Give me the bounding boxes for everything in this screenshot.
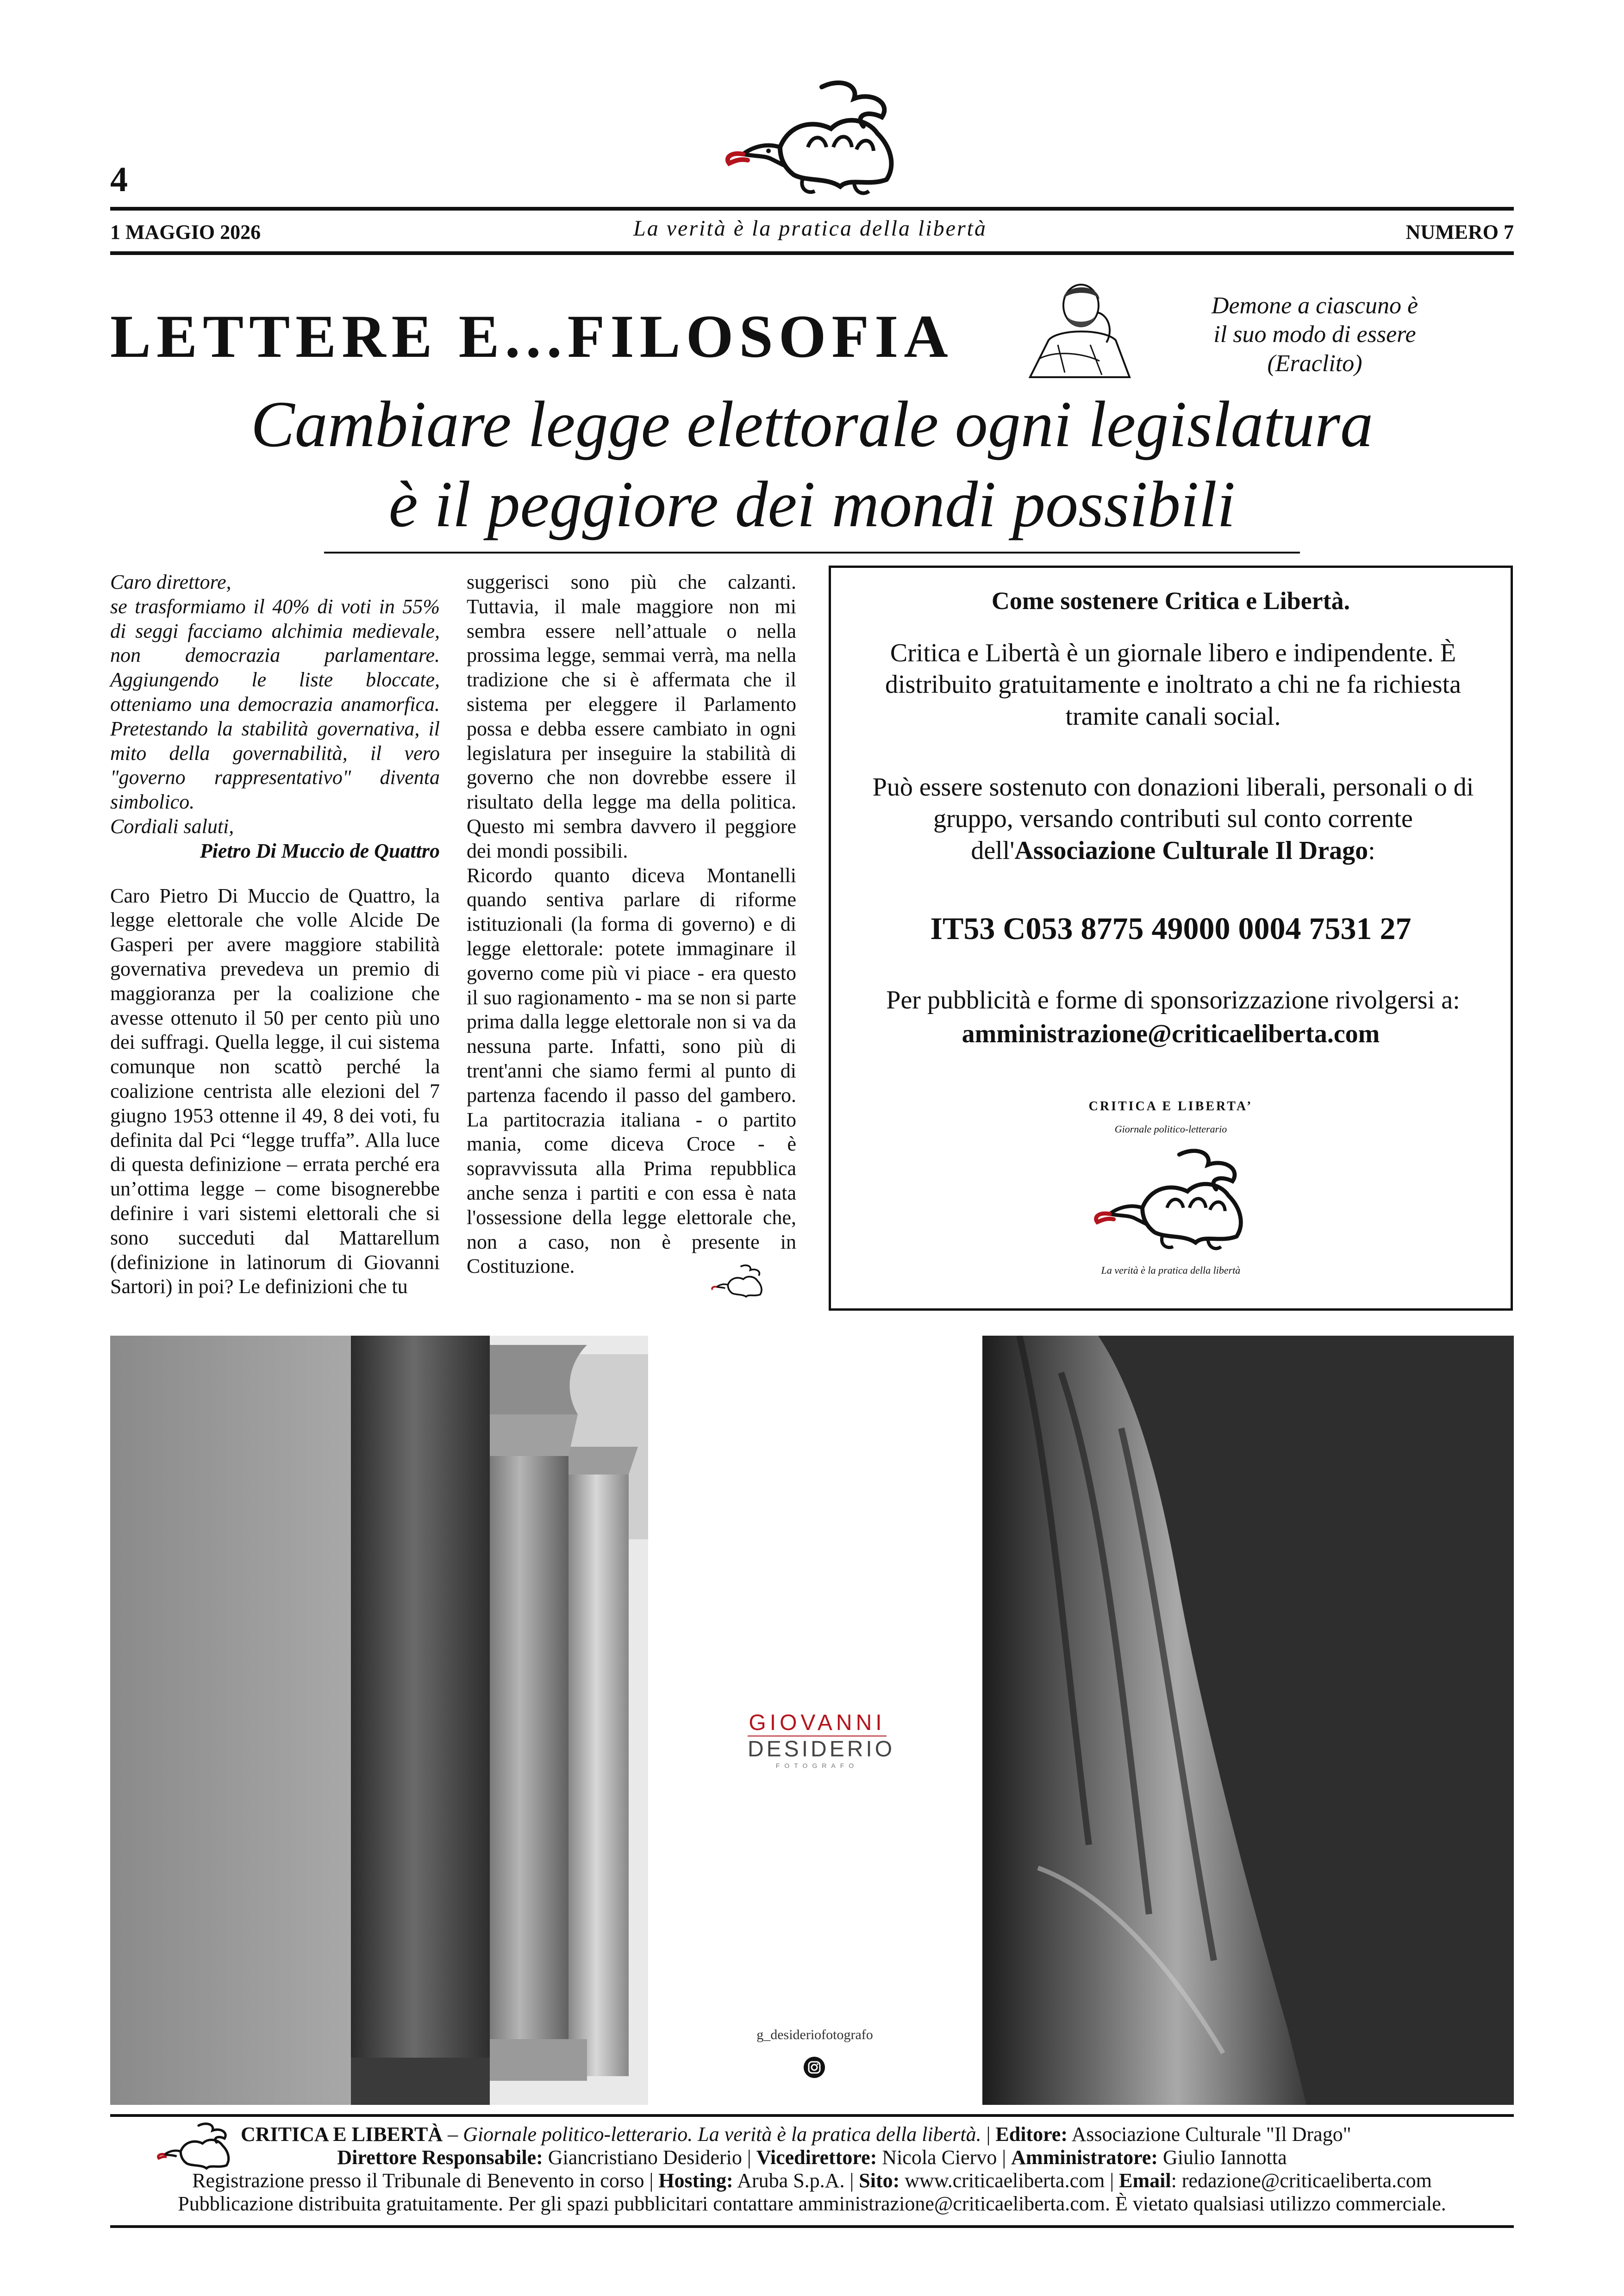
epigraph-author: (Eraclito) <box>1267 350 1362 377</box>
donation-text: Può essere sostenuto con donazioni liberali, personali o di gruppo, versando contributi sul conto corrente dell' <box>872 773 1474 865</box>
header-motto: La verità è la pratica della libertà <box>633 216 987 241</box>
instagram-icon[interactable] <box>803 2056 825 2078</box>
footer-text: www.criticaeliberta.com | <box>899 2169 1119 2192</box>
headline-line-2: è il peggiore dei mondi possibili <box>388 467 1236 541</box>
footer-line-2 <box>0 2147 1624 2168</box>
letter-body: se trasformiamo il 40% di voti in 55% di seggi facciamo alchimia medievale, non democrazia parlamentare. Aggiungendo le liste bloccate, otteniamo una democrazia anamorfica. Pretestando la stabilità governativa, il mito della governabilità, il vero "governo rappresentativo" diventa simbolico. <box>110 595 440 814</box>
brand-name: CRITICA E LIBERTA’ <box>1088 1099 1253 1114</box>
footer-text: Associazione Culturale "Il Drago" <box>1068 2123 1351 2146</box>
letter-closing: Cordiali saluti, <box>110 815 234 838</box>
footer-text: Nicola Ciervo | <box>877 2146 1012 2169</box>
statue-photo <box>982 1336 1514 2105</box>
footer-text: : redazione@criticaeliberta.com <box>1171 2169 1432 2192</box>
section-epigraph <box>1185 292 1444 378</box>
dragon-logo-icon <box>1081 1146 1266 1253</box>
donation-text-end: : <box>1368 836 1375 865</box>
brand-motto: La verità è la pratica della libertà <box>1101 1264 1241 1276</box>
brand-subtitle: Giornale politico-letterario <box>1114 1123 1227 1135</box>
header-top-rule <box>110 207 1514 211</box>
reply-paragraph: suggerisci sono più che calzanti. Tuttavia, il male maggiore non mi sembra essere nell’attuale o nella prossima legge, semmai verrà, ma nella tradizione che si è affermata che il sistema per eleggere il Parlamento possa e debba essere cambiato in ogni legislatura per inseguire la stabilità di governo che non dovrebbe essere il risultato della legge ma della politica. Questo mi sembra davvero il peggiore dei mondi possibili. <box>467 571 796 862</box>
philosopher-illustration-icon <box>1021 280 1137 384</box>
article-headline <box>110 384 1514 544</box>
reply-paragraph: Caro Pietro Di Muccio de Quattro, la legge elettorale che volle Alcide De Gasperi per avere maggiore stabilità governativa prevedeva un premio di maggioranza per la coalizione che avesse ottenuto il 50 per cento più uno dei suffragi. Quella legge, il cui sistema comunque non scattò perché la coalizione centrista alle elezioni del 7 giugno 1953 ottenne il 49, 8 dei voti, fu definita dal Pci “legge truffa”. Alla luce di questa definizione – errata perché era un’ottima legge – come bisognerebbe definire i vari sistemi elettorali che si sono succeduti dal Mattarellum (definizione in latinorum di Giovanni Sartori) in poi? Le definizioni che tu <box>110 884 440 1298</box>
epigraph-line: Demone a ciascuno è <box>1211 292 1418 319</box>
footer-line-1 <box>241 2124 1351 2145</box>
letter-salutation: Caro direttore, <box>110 571 231 593</box>
footer-label: Sito: <box>859 2169 900 2192</box>
photographer-role: FOTOGRAFO <box>775 1762 859 1769</box>
footer-label: CRITICA E LIBERTÀ <box>241 2123 443 2146</box>
issue-date: 1 MAGGIO 2026 <box>110 221 261 243</box>
photographer-last-name: DESIDERIO <box>748 1736 887 1762</box>
column-photo <box>110 1336 648 2105</box>
footer-text: | <box>981 2123 996 2146</box>
headline-rule <box>324 552 1300 554</box>
dragon-logo-icon <box>715 78 914 198</box>
reply-paragraph: Ricordo quanto diceva Montanelli quando sentiva parlare di riforme istituzionali (la forma di governo) e di legge elettorale: potete immaginare il governo come più vi piace - era questo il suo ragionamento - ma se non si parte prima dalla legge elettorale non si va da nessuna parte. Infatti, sono più di trent'anni che siamo fermi al punto di partenza facendo il passo del gambero. La partitocrazia italiana - o partito mania, come diceva Croce - è sopravvissuta alla Prima repubblica anche senza i partiti e con essa è nata l'ossessione della legge elettorale che, non a caso, non è presente in Costituzione. <box>467 864 796 1278</box>
footer-label: Email <box>1119 2169 1171 2192</box>
footer-top-rule <box>110 2114 1514 2117</box>
photographer-first-name: GIOVANNI <box>749 1711 886 1735</box>
advertising-text: Per pubblicità e forme di sponsorizzazione rivolgersi a: <box>886 986 1460 1014</box>
footer-label: Hosting: <box>658 2169 733 2192</box>
reply-column-2 <box>467 570 796 1279</box>
support-paragraph: Critica e Libertà è un giornale libero e indipendente. È distribuito gratuitamente e inoltrato a chi ne fa richiesta tramite canali social. <box>885 639 1461 731</box>
photographer-handle[interactable]: g_desideriofotografo <box>756 2027 873 2042</box>
support-box <box>829 566 1513 1311</box>
dragon-small-icon <box>708 1263 768 1300</box>
footer-bottom-rule <box>110 2225 1514 2228</box>
letter-signature: Pietro Di Muccio de Quattro <box>200 839 440 862</box>
letter-column <box>110 570 440 1299</box>
advertising-email[interactable]: amministrazione@criticaeliberta.com <box>962 1020 1380 1048</box>
page-number: 4 <box>110 160 128 199</box>
epigraph-line: il suo modo di essere <box>1213 321 1416 348</box>
section-title: LETTERE E...FILOSOFIA <box>110 302 954 370</box>
footer-text: Giornale politico-letterario. La verità è la pratica della libertà. <box>463 2123 981 2146</box>
footer-text: Registrazione presso il Tribunale di Benevento in corso | <box>192 2169 659 2192</box>
header-bottom-rule <box>110 251 1514 255</box>
headline-line-1: Cambiare legge elettorale ogni legislatura <box>250 387 1374 460</box>
photographer-logo <box>748 1710 895 1769</box>
footer-line-4: Pubblicazione distribuita gratuitamente. Per gli spazi pubblicitari contattare amministrazione@criticaeliberta.com. È vietato qualsiasi utilizzo commerciale. <box>178 2192 1446 2215</box>
footer-text: – <box>443 2123 463 2146</box>
footer-label: Editore: <box>995 2123 1068 2146</box>
footer-text: Giulio Iannotta <box>1158 2146 1287 2169</box>
iban-number: IT53 C053 8775 49000 0004 7531 27 <box>930 911 1412 946</box>
footer-text: Giancristiano Desiderio | <box>543 2146 756 2169</box>
footer-line-3 <box>0 2171 1624 2191</box>
support-donation-paragraph <box>849 772 1497 866</box>
issue-number: NUMERO 7 <box>1405 221 1514 243</box>
footer-text: Aruba S.p.A. | <box>733 2169 859 2192</box>
association-name: Associazione Culturale Il Drago <box>1014 836 1368 865</box>
support-title: Come sostenere Critica e Libertà. <box>991 587 1350 615</box>
footer-label: Amministratore: <box>1011 2146 1158 2169</box>
footer-label: Vicedirettore: <box>756 2146 877 2169</box>
footer-label: Direttore Responsabile: <box>337 2146 543 2169</box>
